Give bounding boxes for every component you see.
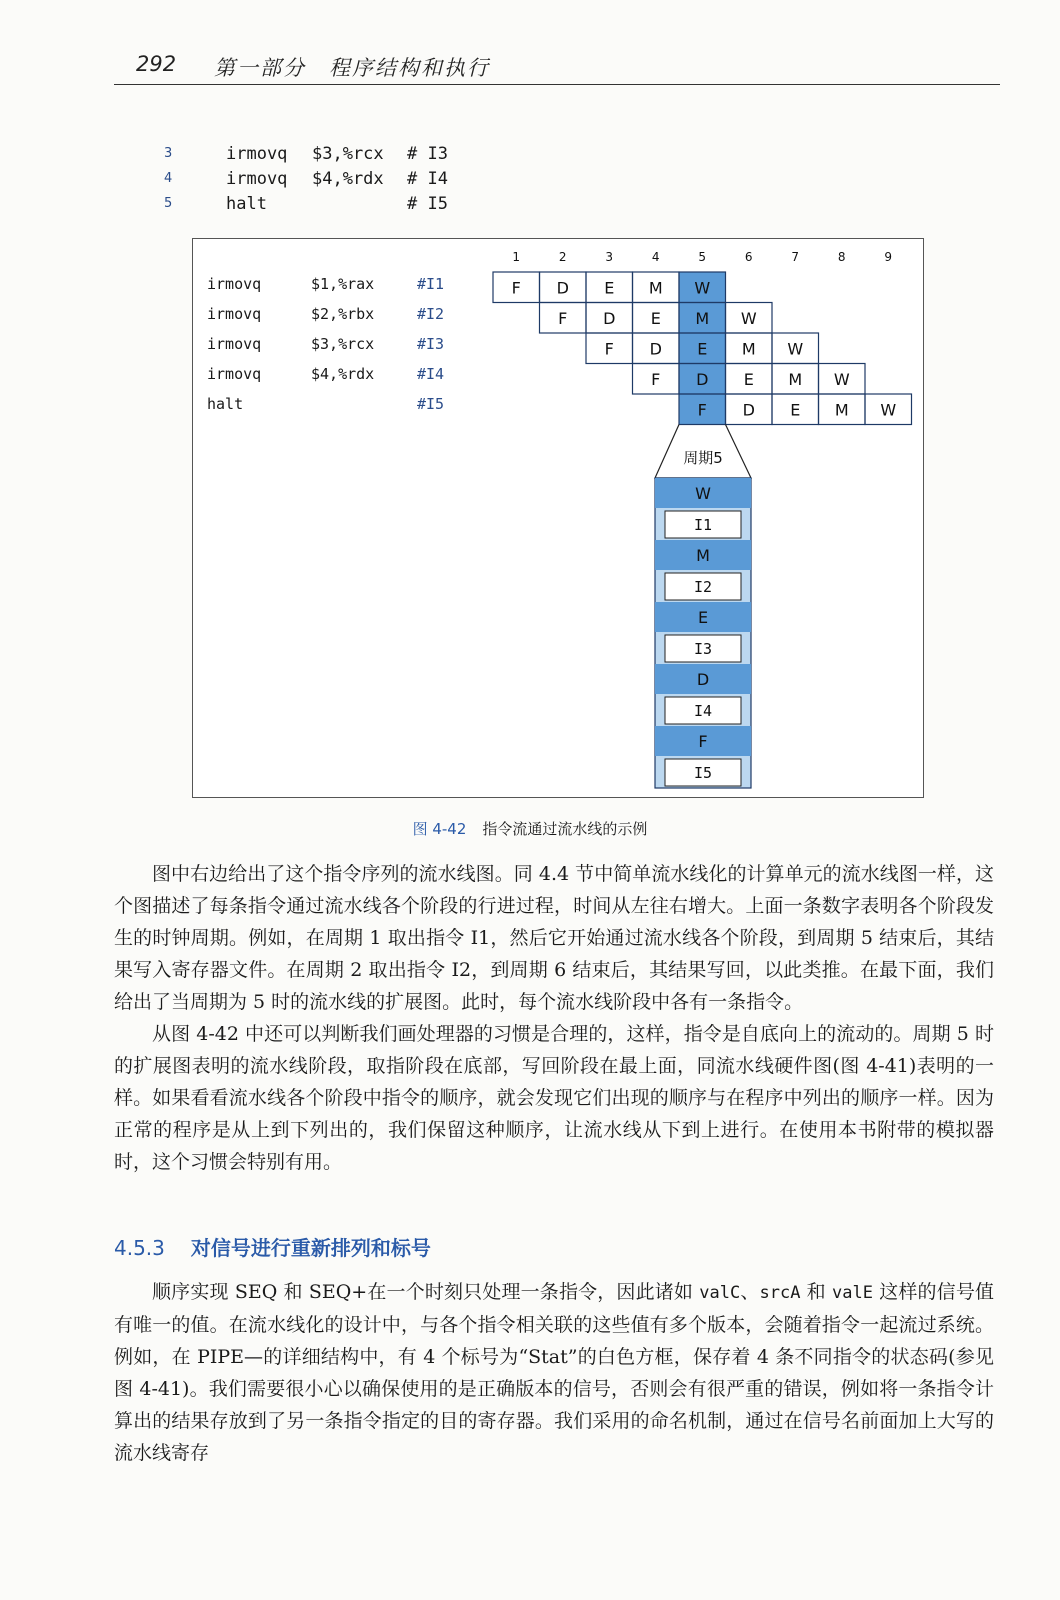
stage-label: E	[650, 308, 661, 328]
text-run: 这样的信号值有唯一的值。在流水线化的设计中，与各个指令相关联的这些值有多个版本，会随着指令一起流过系统。例如，在 PIPE—的详细结构中，有 4 个标号为“Stat”的白色方框，保存着 4 条不同指令的状态码(参见图 4-41)。我们需要很小心以确保使用的是正确版本的信号，否则会有很严重的错误，例如将一条指令计算出的结果存放到了另一条指令指定的目的寄存器。我们采用的命名机制，通过在信号名前面加上大写的流水线寄存	[114, 1281, 994, 1464]
figure-title: 指令流通过流水线的示例	[482, 820, 648, 838]
instr-op: irmovq	[207, 305, 262, 323]
instr-op: halt	[207, 395, 244, 413]
page-number: 292	[136, 52, 177, 76]
expanded-label: 周期5	[683, 449, 723, 467]
expanded-instr-label: I1	[693, 516, 713, 534]
operands: $3,%rcx	[312, 144, 384, 164]
signal-name: valC	[699, 1283, 741, 1303]
instr-tag: #I5	[417, 395, 445, 413]
stage-label: E	[790, 400, 801, 420]
paragraph	[114, 1276, 994, 1469]
figure-number: 图 4-42	[412, 820, 467, 838]
instr-args: $1,%rax	[311, 275, 375, 293]
stage-label: W	[880, 400, 897, 420]
section-title: 对信号进行重新排列和标号	[190, 1236, 431, 1260]
text-run: 顺序实现 SEQ 和 SEQ+在一个时刻只处理一条指令，因此诸如	[152, 1281, 700, 1303]
stage-label: D	[742, 400, 755, 420]
stage-label: M	[834, 400, 849, 420]
stage-label: M	[695, 308, 710, 328]
comment: # I3	[407, 144, 448, 164]
cycle-label: 2	[558, 250, 567, 264]
cycle-label: 7	[791, 250, 800, 264]
stage-label: M	[648, 278, 663, 298]
stage-label: M	[788, 369, 803, 389]
stage-label: E	[743, 369, 754, 389]
stage-label: F	[604, 339, 614, 359]
text-run: 和	[800, 1281, 833, 1303]
cycle-label: 9	[884, 250, 893, 264]
line-number: 5	[164, 196, 173, 211]
comment: # I5	[407, 194, 448, 214]
expanded-instr-label: I5	[693, 764, 713, 782]
pipeline-figure	[192, 238, 924, 798]
stage-label: W	[833, 369, 850, 389]
instr-tag: #I2	[417, 305, 445, 323]
stage-label: M	[741, 339, 756, 359]
expanded-stage-label: F	[698, 732, 708, 751]
part-title: 第一部分 程序结构和执行	[214, 56, 490, 80]
stage-label: W	[787, 339, 804, 359]
section-number: 4.5.3	[114, 1236, 165, 1260]
stage-label: D	[556, 278, 569, 298]
stage-label: F	[558, 308, 568, 328]
expanded-stage-label: E	[697, 608, 709, 627]
stage-label: D	[649, 339, 662, 359]
stage-label: E	[604, 278, 615, 298]
cycle-label: 1	[512, 250, 521, 264]
expanded-instr-label: I3	[693, 640, 713, 658]
stage-label: W	[694, 278, 711, 298]
pipeline-diagram	[193, 239, 923, 797]
expanded-stage-label: D	[696, 670, 710, 689]
expanded-instr-label: I4	[693, 702, 713, 720]
stage-label: F	[651, 369, 661, 389]
signal-name: valE	[832, 1283, 873, 1303]
expanded-stage-label: W	[695, 484, 711, 503]
opcode: irmovq	[226, 144, 288, 164]
instr-op: irmovq	[207, 275, 262, 293]
instr-tag: #I3	[417, 335, 445, 353]
instr-op: irmovq	[207, 335, 262, 353]
opcode: irmovq	[226, 169, 288, 189]
cycle-label: 4	[651, 250, 660, 264]
cycle-label: 6	[744, 250, 753, 264]
cycle-label: 5	[698, 250, 707, 264]
instr-tag: #I4	[417, 365, 445, 383]
operands: $4,%rdx	[312, 169, 384, 189]
expanded-stage-label: M	[696, 546, 710, 565]
opcode: halt	[226, 194, 267, 214]
stage-label: E	[697, 339, 708, 359]
instr-op: irmovq	[207, 365, 262, 383]
stage-label: D	[696, 369, 709, 389]
text-run: 、	[740, 1281, 760, 1303]
stage-label: D	[603, 308, 616, 328]
expanded-instr-label: I2	[693, 578, 713, 596]
paragraph: 图中右边给出了这个指令序列的流水线图。同 4.4 节中简单流水线化的计算单元的流水线图一样，这个图描述了每条指令通过流水线各个阶段的行进过程，时间从左往右增大。上面一条数字表明各个阶段发生的时钟周期。例如，在周期 1 取出指令 I1，然后它开始通过流水线各个阶段，到周期 5 结束后，其结果写入寄存器文件。在周期 2 取出指令 I2，到周期 6 结束后，其结果写回，以此类推。在最下面，我们给出了当周期为 5 时的流水线的扩展图。此时，每个流水线阶段中各有一条指令。	[114, 863, 994, 1013]
body-text-2	[114, 1276, 994, 1469]
stage-label: F	[511, 278, 521, 298]
paragraph: 从图 4-42 中还可以判断我们画处理器的习惯是合理的，这样，指令是自底向上的流动的。周期 5 时的扩展图表明的流水线阶段，取指阶段在底部，写回阶段在最上面，同流水线硬件图(图 4-41)表明的一样。如果看看流水线各个阶段中指令的顺序，就会发现它们出现的顺序与在程序中列出的顺序一样。因为正常的程序是从上到下列出的，我们保留这种顺序，让流水线从下到上进行。在使用本书附带的模拟器时，这个习惯会特别有用。	[114, 1023, 994, 1173]
cycle-label: 3	[605, 250, 614, 264]
instr-tag: #I1	[417, 275, 445, 293]
page-header	[114, 50, 1000, 85]
comment: # I4	[407, 169, 448, 189]
stage-label: F	[697, 400, 707, 420]
figure-caption	[0, 818, 1060, 839]
line-number: 4	[164, 171, 173, 186]
line-number: 3	[164, 146, 173, 161]
instr-args: $4,%rdx	[311, 365, 375, 383]
signal-name: srcA	[759, 1283, 801, 1303]
instr-args: $2,%rbx	[311, 305, 375, 323]
instr-args: $3,%rcx	[311, 335, 375, 353]
body-text	[114, 858, 994, 1178]
stage-label: W	[740, 308, 757, 328]
section-heading	[114, 1232, 431, 1261]
cycle-label: 8	[837, 250, 846, 264]
